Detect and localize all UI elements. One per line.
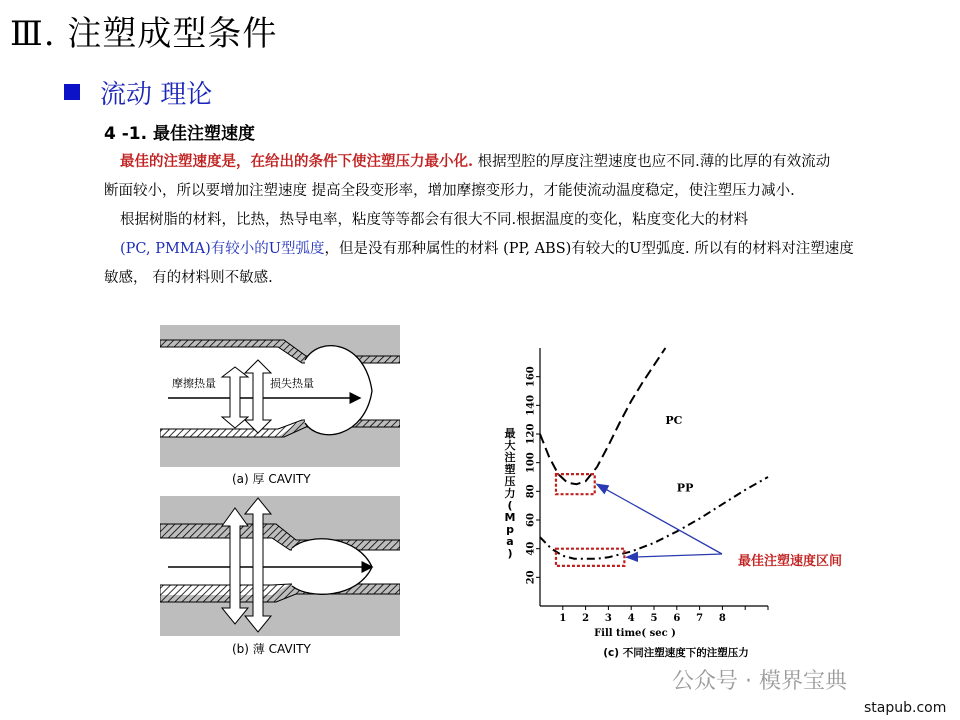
body-paragraph-line-4 (120, 237, 854, 258)
y-tick-label: 60 (525, 513, 537, 527)
chart-annotation (556, 474, 722, 566)
series-line-pp (540, 477, 768, 559)
thick-cavity-diagram (160, 325, 400, 467)
sub-heading: 4 -1. 最佳注塑速度 (104, 124, 256, 144)
friction-heat-label: 摩擦热量 (172, 377, 216, 390)
annotation-arrow-pc (597, 484, 722, 554)
y-tick-label: 100 (525, 452, 537, 474)
body-paragraph-line-3: 根据树脂的材料，比热，热导电率，粘度等等都会有很大不同.根据温度的变化，粘度变化大的材料 (120, 212, 749, 228)
highlight-red-text: 最佳的注塑速度是，在给出的条件下使注塑压力最小化. (120, 153, 474, 170)
x-tick-label: 5 (650, 613, 658, 624)
injection-pressure-chart (490, 340, 780, 670)
chart-axes (540, 348, 768, 606)
y-axis-label: 最大注塑压力 ( Mpa ) (504, 427, 516, 560)
y-tick-label: 140 (525, 394, 537, 416)
annotation-arrow-pp (626, 554, 722, 557)
y-tick-label: 20 (525, 570, 537, 585)
chart-series (540, 348, 768, 559)
x-tick-label: 2 (582, 613, 590, 624)
series-line-pc (540, 348, 665, 484)
heat-loss-label: 损失热量 (270, 377, 314, 390)
optimal-speed-annotation: 最佳注塑速度区间 (738, 554, 843, 569)
y-tick-label: 40 (525, 541, 537, 556)
x-tick-label: 8 (718, 613, 726, 624)
x-tick-label: 4 (627, 613, 635, 624)
chart-title: (c) 不同注塑速度下的注塑压力 (603, 647, 749, 659)
y-tick-label: 160 (525, 366, 537, 388)
body-paragraph-line-2: 断面较小，所以要增加注塑速度 提高全段变形率，增加摩擦变形力，才能使流动温度稳定，使注塑压力减小. (104, 183, 795, 199)
series-label-pc: PC (665, 413, 683, 427)
x-tick-label: 1 (559, 613, 567, 624)
x-tick-label: 3 (604, 613, 612, 624)
thin-cavity-diagram (160, 496, 400, 636)
thin-cavity-caption: (b) 薄 CAVITY (232, 642, 311, 656)
optimal-zone-box-pp (556, 549, 624, 566)
y-tick-label: 120 (525, 423, 537, 445)
body-text: 根据型腔的厚度注塑速度也应不同.薄的比厚的有效流动 (473, 154, 831, 170)
watermark: 公众号 · 模界宝典 (672, 669, 847, 694)
slide-title: Ⅲ. 注塑成型条件 (10, 14, 278, 54)
site-url: stapub.com (864, 700, 947, 716)
section-bullet-square (64, 84, 80, 100)
body-paragraph-line-1 (120, 150, 830, 171)
section-title: 流动 理论 (100, 80, 213, 110)
thick-cavity-caption: (a) 厚 CAVITY (232, 472, 311, 486)
y-tick-labels (526, 366, 541, 584)
y-tick-label: 80 (525, 484, 537, 499)
x-tick-label: 7 (696, 613, 704, 624)
x-tick-labels (559, 606, 768, 624)
body-text: ，但是没有那种属性的材料 (PP, ABS)有较大的U型弧度. 所以有的材料对注塑速度 (324, 241, 854, 257)
x-axis-label: Fill time( sec ) (594, 628, 676, 639)
body-paragraph-line-5: 敏感， 有的材料则不敏感. (104, 270, 273, 286)
highlight-blue-text: (PC, PMMA)有较小的U型弧度 (120, 241, 325, 257)
series-label-pp: PP (676, 481, 694, 495)
x-tick-label: 6 (673, 613, 681, 624)
